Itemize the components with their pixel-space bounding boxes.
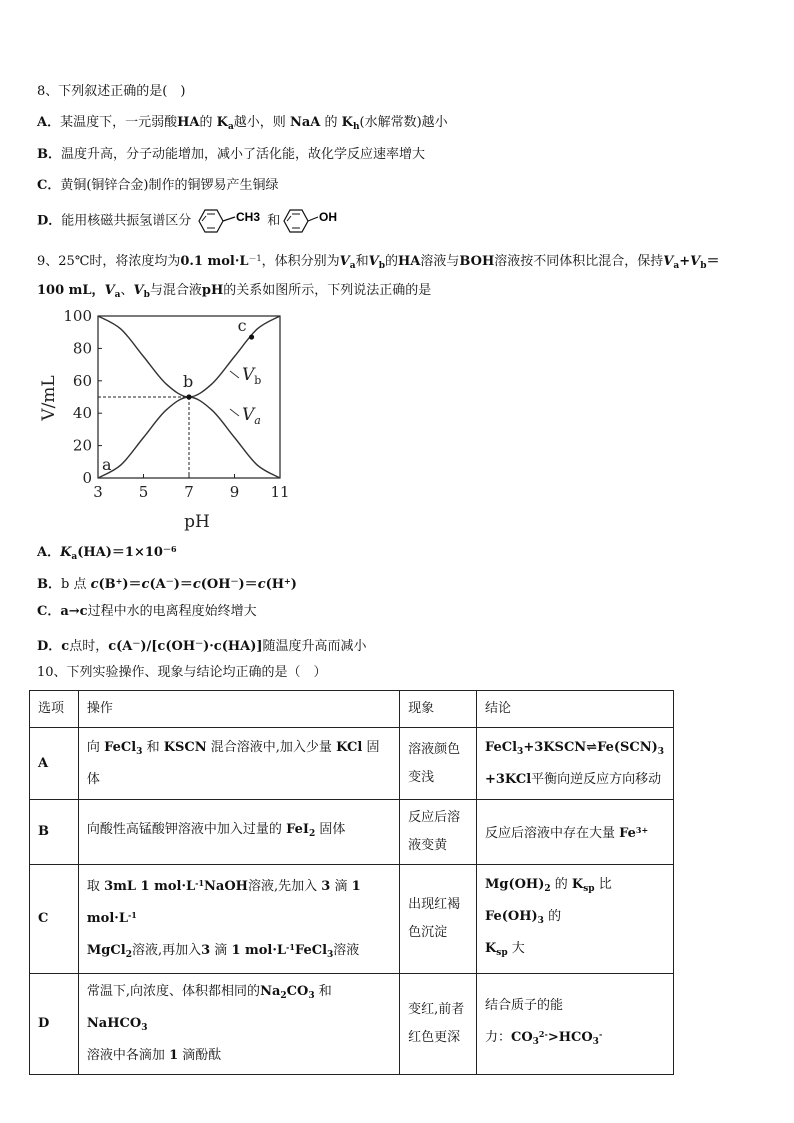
row-d-option: D xyxy=(30,974,79,1075)
row-b-option: B xyxy=(30,800,79,865)
row-c-phenomenon: 出现红褐 色沉淀 xyxy=(400,865,477,974)
row-a-operation: 向 FeCl$_3$ 和 KSCN 混合溶液中,加入少量 KCl 固体 xyxy=(78,728,399,800)
x-tick-label: 5 xyxy=(138,483,149,501)
table-row xyxy=(30,865,674,974)
x-axis-label: pH xyxy=(184,512,210,532)
y-tick-label: 0 xyxy=(82,469,92,487)
y-axis-label: V/mL xyxy=(39,375,59,421)
va-leader-line xyxy=(230,409,239,416)
row-c-option: C xyxy=(30,865,79,974)
q9-option-a: A．$K_a(HA)=1\times 10^{-6}$ xyxy=(37,544,177,562)
table-header-row xyxy=(30,691,674,728)
row-b-conclusion: 反应后溶液中存在大量 $Fe^{3+}$ xyxy=(476,800,673,865)
series-va-label: $V_a$ xyxy=(242,405,261,427)
q10-table xyxy=(29,690,674,1075)
series-vb-label: $V_b$ xyxy=(242,365,262,387)
row-a-conclusion: $FeCl_3+3KSCN\rightleftharpoons Fe(SCN)_3$ +3KCl平衡向逆反应方向移动 xyxy=(476,728,673,800)
y-tick-label: 60 xyxy=(72,371,92,390)
y-tick-label: 80 xyxy=(72,339,92,358)
point-b-label: b xyxy=(183,372,194,391)
q9-option-d: D．c点时，c(A－)/[c(OH－)·c(HA)]随温度升高而减小 xyxy=(37,638,367,654)
point-b-marker xyxy=(186,394,191,399)
row-c-operation: 取 3mL 1 $mol\cdot L^{-1}NaOH$溶液,先加入 3 滴 1 $mol\cdot L^{-1}$ MgCl$_2$溶液,再加入3 滴 1 $mol\cdot L^{-1}FeCl_3$溶液 xyxy=(78,865,399,974)
q8-option-c: C．黄铜(铜锌合金)制作的铜锣易产生铜绿 xyxy=(37,178,279,193)
y-tick-label: 40 xyxy=(72,404,92,423)
toluene-structure-icon xyxy=(191,206,267,236)
header-operation: 操作 xyxy=(78,691,399,728)
row-b-operation: 向酸性高锰酸钾溶液中加入过量的 FeI$_2$ 固体 xyxy=(78,800,399,865)
q8-option-a: A．某温度下，一元弱酸HA的 $K_a$越小，则 NaA 的 $K_h$(水解常数)越小 xyxy=(37,115,448,132)
q9-option-b: B．b 点 c(B+)＝c(A－)＝c(OH－)＝c(H+) xyxy=(37,576,297,592)
header-phenomenon: 现象 xyxy=(400,691,477,728)
q9-stem-line2: 100 mL，$V_a$、$V_b$与混合液pH的关系如图所示，下列说法正确的是 xyxy=(37,283,432,300)
table-row xyxy=(30,728,674,800)
row-b-phenomenon: 反应后溶 液变黄 xyxy=(400,800,477,865)
row-d-conclusion: 结合质子的能 力：$CO_3^{2-}>HCO_3^-$ xyxy=(476,974,673,1075)
table-row xyxy=(30,974,674,1075)
row-a-option: A xyxy=(30,728,79,800)
svg-text:CH3: CH3 xyxy=(236,210,261,224)
q8-option-b: B．温度升高，分子动能增加，减小了活化能，故化学反应速率增大 xyxy=(37,147,426,162)
x-tick-label: 11 xyxy=(270,483,290,501)
row-c-conclusion: $Mg(OH)_2$ 的 $K_{sp}$ 比 $Fe(OH)_3$ 的 $K_{sp}$ 大 xyxy=(476,865,673,974)
y-tick-label: 20 xyxy=(72,436,92,455)
point-a-label: a xyxy=(102,455,112,474)
row-d-phenomenon: 变红,前者 红色更深 xyxy=(400,974,477,1075)
point-c-marker xyxy=(249,334,254,339)
volume-ph-chart xyxy=(34,306,296,534)
x-tick-label: 3 xyxy=(93,483,103,501)
q10-stem: 10、下列实验操作、现象与结论均正确的是（ ） xyxy=(37,665,327,680)
x-tick-label: 9 xyxy=(229,483,240,501)
q8-option-d: D．能用核磁共振氢谱区分 CH3 和 OH xyxy=(37,206,344,236)
header-conclusion: 结论 xyxy=(476,691,673,728)
table-row xyxy=(30,800,674,865)
q9-option-c: C．a→c过程中水的电离程度始终增大 xyxy=(37,604,257,619)
row-d-operation: 常温下,向浓度、体积都相同的$Na_2CO_3$ 和 NaHCO$_3$ 溶液中各滴加 1 滴酚酞 xyxy=(78,974,399,1075)
q9-stem-line1: 9、25℃时，将浓度均为0.1 $mol\cdot L^{-1}$，体积分别为$V_a$和$V_b$的HA溶液与BOH溶液按不同体积比混合，保持$V_a+V_b=$ xyxy=(37,254,720,271)
vb-leader-line xyxy=(230,371,239,378)
svg-text:OH: OH xyxy=(319,210,338,224)
phenol-structure-icon xyxy=(280,206,344,236)
q8-stem: 8、下列叙述正确的是( ) xyxy=(37,84,186,99)
x-tick-label: 7 xyxy=(184,483,194,501)
point-c-label: c xyxy=(237,316,247,336)
y-tick-label: 100 xyxy=(63,307,92,325)
row-a-phenomenon: 溶液颜色 变浅 xyxy=(400,728,477,800)
header-option: 选项 xyxy=(30,691,79,728)
